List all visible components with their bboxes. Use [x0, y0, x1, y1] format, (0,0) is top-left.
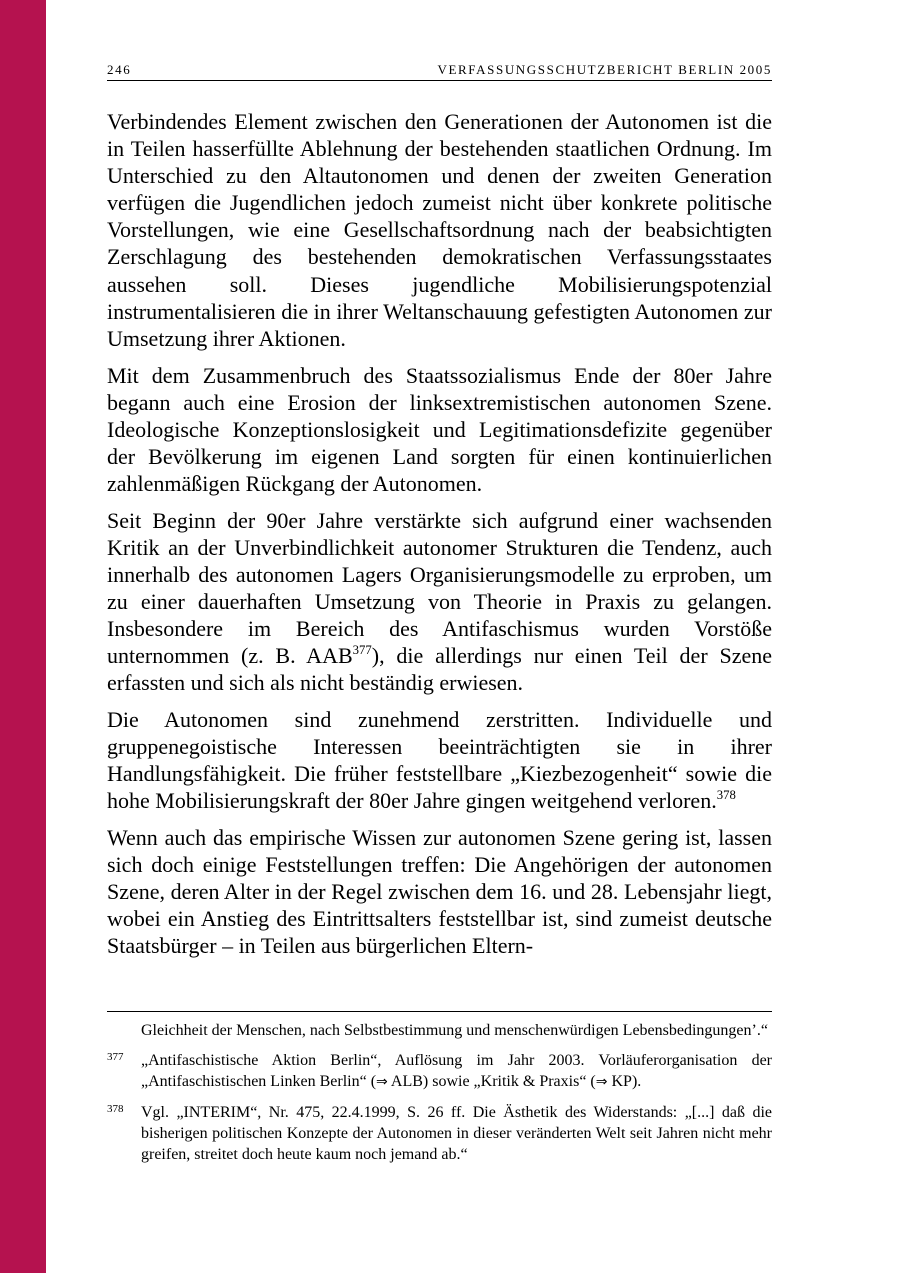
- footnote-continued-text: Gleichheit der Menschen, nach Selbstbestimmung und menschenwürdigen Lebensbedingungen’.“: [141, 1022, 768, 1039]
- paragraph-2: Mit dem Zusammenbruch des Staatssozialismus Ende der 80er Jahre begann auch eine Erosion der linksextremistischen autonomen Szene. Ideologische Konzeptionslosigkeit und Legitimationsdefizite gegenüber der Bevölkerung im eigenen Land sorgten für einen kontinuierlichen zahlenmäßigen Rückgang der Autonomen.: [107, 362, 772, 496]
- footnote-378-number: 378: [107, 1103, 124, 1115]
- paragraph-4-text: Die Autonomen sind zunehmend zerstritten. Individuelle und gruppenegoistische Interessen beeinträchtigten sie in ihrer Handlungsfähigkeit. Die früher feststellbare „Kiezbezogenheit“ sowie die hohe Mobilisierungskraft der 80er Jahre gingen weitgehend verloren.: [107, 707, 772, 814]
- footnotes: [107, 1020, 772, 1174]
- arrow-right-icon: ⇒: [376, 1074, 388, 1090]
- footnote-ref-378[interactable]: 378: [716, 787, 736, 802]
- footnote-377: [107, 1050, 772, 1093]
- paragraph-3-text-a: Seit Beginn der 90er Jahre verstärkte sich aufgrund einer wachsenden Kritik an der Unverbindlichkeit autonomer Strukturen die Tendenz, auch innerhalb des autonomen Lagers Organisierungsmodelle zu erproben, um zu einer dauerhaften Umsetzung von Theorie in Praxis zu gelangen. Insbesondere im Bereich des Antifaschismus wurden Vorstöße unternommen (z. B. AAB: [107, 507, 772, 669]
- paragraph-3-text-b: ), die allerdings nur einen Teil der Szene erfassten und sich als nicht beständig erwiesen.: [107, 643, 772, 696]
- page-header: [107, 62, 772, 81]
- footnote-378-text: Vgl. „INTERIM“, Nr. 475, 22.4.1999, S. 26 ff. Die Ästhetik des Widerstands: „[...] daß die bisherigen politischen Konzepte der Autonomen in dieser veränderten Welt seit Jahren nicht mehr greifen, streitet doch heute kaum noch jemand ab.“: [141, 1104, 772, 1163]
- footnote-377-text: [141, 1050, 772, 1093]
- footnote-separator: [107, 1011, 772, 1012]
- footnote-377-number: 377: [107, 1051, 124, 1063]
- footnote-ref-377[interactable]: 377: [352, 642, 372, 657]
- paragraph-4: [107, 706, 772, 814]
- running-title: VERFASSUNGSSCHUTZBERICHT BERLIN 2005: [437, 62, 772, 77]
- side-color-bar: [0, 0, 46, 1273]
- paragraph-5: Wenn auch das empirische Wissen zur autonomen Szene gering ist, lassen sich doch einige Feststellungen treffen: Die Angehörigen der autonomen Szene, deren Alter in der Regel zwischen dem 16. und 28. Lebensjahr liegt, wobei ein Anstieg des Eintrittsalters feststellbar ist, sind zumeist deutsche Staatsbürger – in Teilen aus bürgerlichen Eltern-: [107, 825, 772, 959]
- footnote-378: [107, 1102, 772, 1165]
- page-number: 246: [107, 62, 132, 77]
- footnote-377-text-b: ALB) sowie „Kritik & Praxis“ (: [387, 1073, 596, 1090]
- main-text: [107, 108, 772, 969]
- paragraph-1: Verbindendes Element zwischen den Generationen der Autonomen ist die in Teilen hasserfüllte Ablehnung der bestehenden staatlichen Ordnung. Im Unterschied zu den Altautonomen und denen der zweiten Generation verfügen die Jugendlichen jedoch zumeist nicht über konkrete politische Vorstellungen, wie eine Gesellschaftsordnung nach der beabsichtigten Zerschlagung des bestehenden demokratischen Verfassungsstaates aussehen soll. Dieses jugendliche Mobilisierungspotenzial instrumentalisieren die in ihrer Weltanschauung gefestigten Autonomen zur Umsetzung ihrer Aktionen.: [107, 109, 772, 351]
- paragraph-3: [107, 507, 772, 697]
- footnote-377-text-a: „Antifaschistische Aktion Berlin“, Auflösung im Jahr 2003. Vorläuferorganisation der „Antifaschistischen Linken Berlin“ (: [141, 1052, 772, 1090]
- arrow-right-icon: ⇒: [595, 1074, 608, 1090]
- footnote-377-text-c: KP).: [607, 1073, 642, 1090]
- footnote-continued: [107, 1020, 772, 1041]
